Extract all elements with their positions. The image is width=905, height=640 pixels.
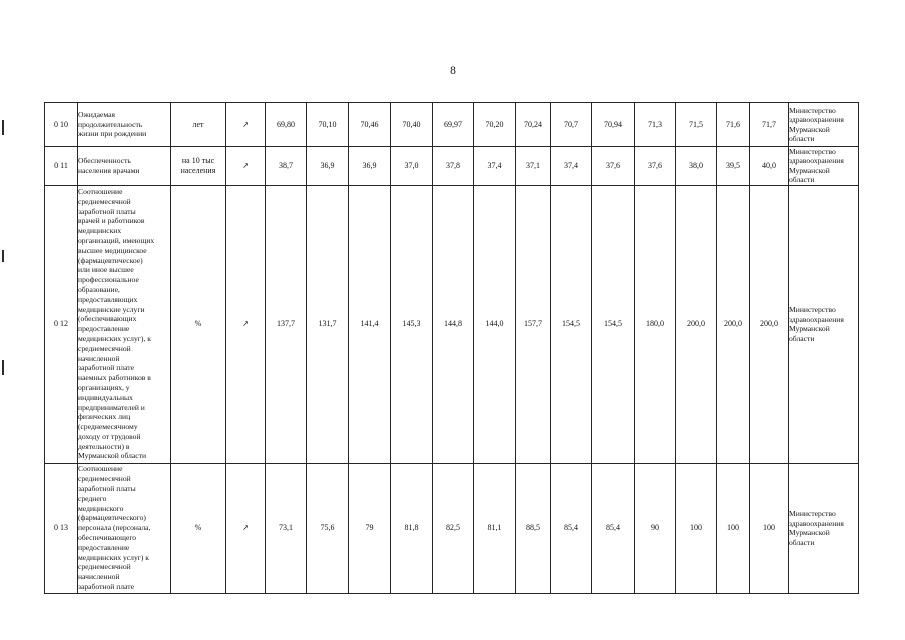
value-cell: 37,4	[551, 147, 592, 186]
indicator-name-line: медицинских услуг), к	[78, 333, 151, 343]
indicator-name-line: врачей и работников	[78, 216, 145, 226]
indicator-name-line: медицинских	[78, 226, 122, 236]
indicator-name-line: профессиональное	[78, 275, 139, 285]
value-cell: 154,5	[592, 185, 635, 463]
unit-cell	[171, 147, 226, 186]
value-cell: 36,9	[307, 147, 349, 186]
unit-cell	[171, 463, 226, 593]
indicator-code-cell: 0 11	[45, 147, 78, 186]
value-cell: 145,3	[391, 185, 433, 463]
value-cell: 69,97	[433, 103, 474, 147]
trend-arrow-icon: ↗	[226, 103, 266, 147]
value-cell: 71,6	[717, 103, 750, 147]
value-cell: 154,5	[551, 185, 592, 463]
indicator-code-cell: 0 12	[45, 185, 78, 463]
trend-arrow-icon: ↗	[226, 147, 266, 186]
value-cell: 180,0	[635, 185, 676, 463]
indicator-name-line: (фармацевтическое)	[78, 255, 143, 265]
value-cell: 73,1	[266, 463, 307, 593]
value-cell: 157,7	[516, 185, 551, 463]
page-number: 8	[450, 65, 456, 77]
responsible-cell	[789, 147, 859, 186]
responsible-line: здравоохранения	[789, 156, 844, 166]
responsible-line: здравоохранения	[789, 115, 844, 125]
indicator-name-cell	[78, 185, 171, 463]
responsible-line: области	[789, 175, 815, 185]
value-cell: 37,0	[391, 147, 433, 186]
responsible-line: Министерство	[789, 147, 836, 156]
value-cell: 69,80	[266, 103, 307, 147]
indicator-name-line: продолжительность	[78, 119, 143, 129]
trend-arrow-icon: ↗	[226, 185, 266, 463]
indicator-name-line: предпринимателей и	[78, 402, 145, 412]
value-cell: 100	[717, 463, 750, 593]
value-cell: 82,5	[433, 463, 474, 593]
indicator-name-line: организациях, у	[78, 382, 130, 392]
indicator-name-line: или иное высшее	[78, 265, 134, 275]
value-cell: 37,1	[516, 147, 551, 186]
unit-cell	[171, 185, 226, 463]
indicator-name-line: начисленной	[78, 353, 120, 363]
indicator-name-line: деятельности) в	[78, 441, 130, 451]
responsible-line: Мурманской	[789, 324, 830, 334]
indicator-name-line: начисленной	[78, 572, 120, 582]
value-cell: 141,4	[349, 185, 391, 463]
value-cell: 71,3	[635, 103, 676, 147]
unit-line: на 10 тыс	[181, 156, 215, 166]
indicator-name-cell	[78, 463, 171, 593]
value-cell: 200,0	[717, 185, 750, 463]
indicator-name-line: населения врачами	[78, 165, 140, 175]
scan-mark	[2, 250, 4, 262]
responsible-cell	[789, 463, 859, 593]
responsible-line: Министерство	[789, 305, 836, 315]
responsible-line: Мурманской	[789, 124, 830, 134]
indicator-name-line: среднемесячной	[78, 474, 131, 484]
responsible-cell	[789, 103, 859, 147]
indicator-name-cell	[78, 147, 171, 186]
value-cell: 40,0	[750, 147, 789, 186]
indicator-name-line: индивидуальных	[78, 392, 133, 402]
responsible-line: здравоохранения	[789, 518, 844, 528]
table-row	[45, 185, 859, 463]
value-cell: 79	[349, 463, 391, 593]
value-cell: 70,24	[516, 103, 551, 147]
indicator-name-line: заработной платы	[78, 484, 136, 494]
table-row	[45, 463, 859, 593]
indicator-name-line: заработной платы	[78, 206, 136, 216]
value-cell: 70,20	[474, 103, 516, 147]
indicator-name-line: организаций, имеющих	[78, 235, 155, 245]
responsible-line: Министерство	[789, 105, 836, 115]
value-cell: 39,5	[717, 147, 750, 186]
indicator-code-cell: 0 13	[45, 463, 78, 593]
indicator-name-line: предоставляющих	[78, 294, 138, 304]
responsible-cell	[789, 185, 859, 463]
value-cell: 100	[676, 463, 717, 593]
unit-line: населения	[180, 165, 216, 175]
indicator-name-line: жизни при рождении	[78, 129, 147, 139]
indicator-name-line: предоставление	[78, 542, 130, 552]
value-cell: 36,9	[349, 147, 391, 186]
value-cell: 85,4	[592, 463, 635, 593]
indicator-code-cell: 0 10	[45, 103, 78, 147]
responsible-line: области	[789, 333, 815, 343]
indicator-name-line: медицинских услуг) к	[78, 552, 149, 562]
value-cell: 70,94	[592, 103, 635, 147]
value-cell: 38,0	[676, 147, 717, 186]
value-cell: 88,5	[516, 463, 551, 593]
indicator-name-line: (среднемесячному	[78, 422, 138, 432]
responsible-line: Министерство	[789, 509, 836, 519]
value-cell: 37,8	[433, 147, 474, 186]
unit-line: %	[194, 523, 202, 533]
value-cell: 131,7	[307, 185, 349, 463]
indicator-name-line: доходу от трудовой	[78, 431, 141, 441]
value-cell: 75,6	[307, 463, 349, 593]
value-cell: 70,7	[551, 103, 592, 147]
responsible-line: области	[789, 537, 815, 547]
indicator-name-line: образование,	[78, 284, 120, 294]
responsible-line: области	[789, 133, 815, 143]
indicator-name-cell	[78, 103, 171, 147]
value-cell: 200,0	[750, 185, 789, 463]
responsible-line: здравоохранения	[789, 314, 844, 324]
indicator-name-line: Обеспеченность	[78, 156, 131, 166]
value-cell: 37,4	[474, 147, 516, 186]
value-cell: 81,1	[474, 463, 516, 593]
trend-arrow-icon: ↗	[226, 463, 266, 593]
value-cell: 70,46	[349, 103, 391, 147]
indicator-name-line: высшее медицинское	[78, 245, 147, 255]
indicator-name-line: физических лиц	[78, 412, 131, 422]
value-cell: 37,6	[592, 147, 635, 186]
unit-line: лет	[192, 119, 204, 129]
indicator-name-line: заработной плате	[78, 582, 134, 591]
unit-line: %	[194, 319, 202, 329]
indicator-name-line: среднемесячной	[78, 196, 131, 206]
value-cell: 38,7	[266, 147, 307, 186]
indicator-name-line: Соотношение	[78, 464, 123, 474]
indicator-name-line: персонала (персонала,	[78, 523, 151, 533]
indicators-table	[44, 102, 859, 594]
indicator-name-line: среднемесячной	[78, 343, 131, 353]
indicator-name-line: медицинского	[78, 503, 124, 513]
value-cell: 70,40	[391, 103, 433, 147]
indicator-name-line: (обеспечивающих	[78, 314, 137, 324]
indicator-name-line: предоставление	[78, 324, 130, 334]
indicator-name-line: медицинские услуги	[78, 304, 145, 314]
indicator-name-line: Ожидаемая	[78, 109, 116, 119]
value-cell: 81,8	[391, 463, 433, 593]
scan-mark	[2, 360, 4, 375]
indicator-name-line: (фармацевтического)	[78, 513, 146, 523]
value-cell: 137,7	[266, 185, 307, 463]
value-cell: 85,4	[551, 463, 592, 593]
scan-mark	[2, 120, 4, 135]
table-row	[45, 147, 859, 186]
responsible-line: Мурманской	[789, 165, 830, 175]
indicator-name-line: среднемесячной	[78, 562, 131, 572]
indicator-name-line: среднего	[78, 493, 107, 503]
value-cell: 90	[635, 463, 676, 593]
value-cell: 144,8	[433, 185, 474, 463]
value-cell: 37,6	[635, 147, 676, 186]
table-row	[45, 103, 859, 147]
responsible-line: Мурманской	[789, 528, 830, 538]
indicators-table-body	[45, 103, 859, 594]
indicator-name-line: Мурманской области	[78, 451, 147, 461]
value-cell: 100	[750, 463, 789, 593]
indicator-name-line: Соотношение	[78, 186, 123, 196]
value-cell: 70,10	[307, 103, 349, 147]
indicator-name-line: заработной плате	[78, 363, 134, 373]
value-cell: 71,5	[676, 103, 717, 147]
indicator-name-line: обеспечивающего	[78, 533, 137, 543]
value-cell: 200,0	[676, 185, 717, 463]
value-cell: 144,0	[474, 185, 516, 463]
unit-cell	[171, 103, 226, 147]
indicator-name-line: наемных работников в	[78, 373, 151, 383]
value-cell: 71,7	[750, 103, 789, 147]
